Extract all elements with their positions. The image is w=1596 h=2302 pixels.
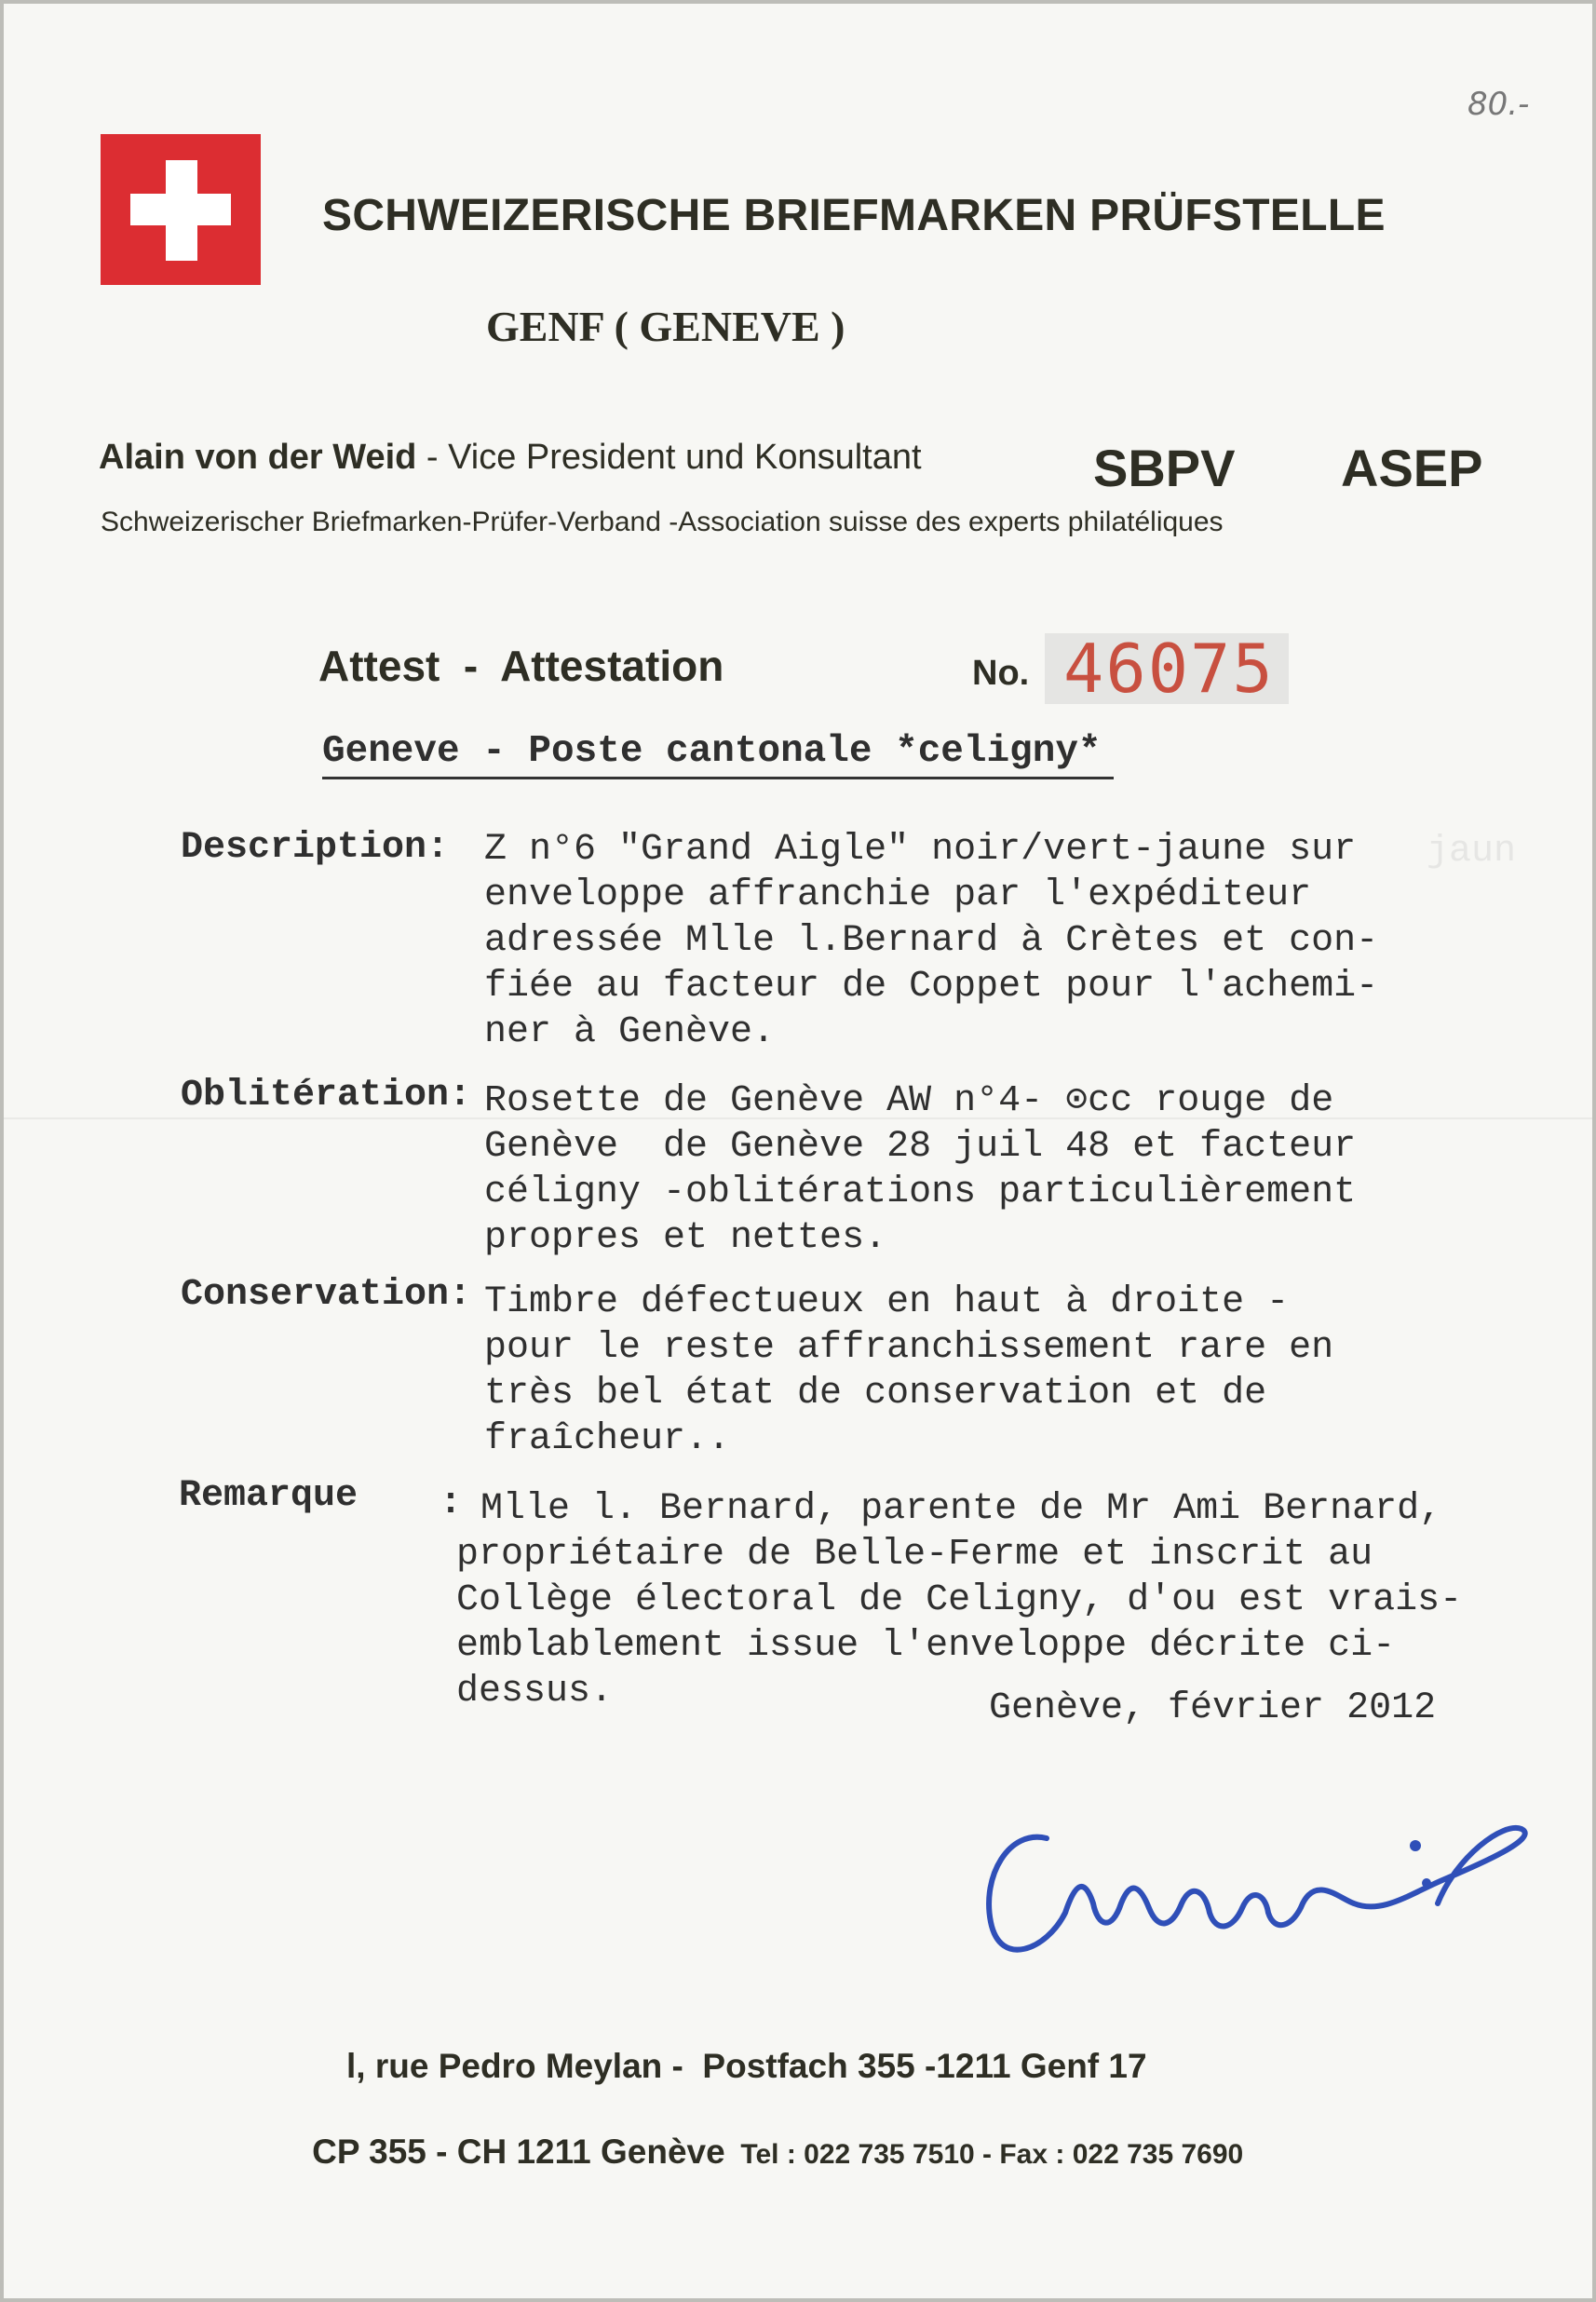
footer-cp: CP 355 - CH 1211 Genève [312,2133,725,2171]
certificate-number-label: No. [972,654,1030,693]
office-title: SCHWEIZERISCHE BRIEFMARKEN PRÜFSTELLE [322,191,1386,240]
office-city: GENF ( GENEVE ) [486,303,845,350]
conservation-line: fraîcheur.. [484,1418,731,1460]
certificate-number: 46075 [1063,630,1275,708]
description-line: fiée au facteur de Coppet pour l'achemi- [484,966,1379,1008]
description-line: enveloppe affranchie par l'expéditeur [484,874,1312,916]
obliteration-line: Rosette de Genève AW n°4- ⊙cc rouge de [484,1080,1334,1122]
remarque-line: emblablement issue l'enveloppe décrite ci- [456,1625,1396,1667]
expert-role: - Vice President und Konsultant [416,438,922,477]
description-line: ner à Genève. [484,1011,776,1053]
remarque-line: propriétaire de Belle-Ferme et inscrit au [456,1534,1373,1576]
description-line: Z n°6 "Grand Aigle" noir/vert-jaune sur [484,829,1357,871]
footer-contact [274,2093,1243,2211]
conservation-line: pour le reste affranchissement rare en [484,1327,1334,1369]
flag-cross-horizontal [130,194,231,225]
footer-tel-fax: Tel : 022 735 7510 - Fax : 022 735 7690 [724,2139,1244,2170]
obliteration-line: Genève de Genève 28 juil 48 et facteur [484,1126,1357,1168]
conservation-line: Timbre défectueux en haut à droite - [484,1281,1290,1323]
remarque-line: Collège électoral de Celigny, d'ou est vrais- [456,1579,1463,1621]
signature-icon [972,1717,1549,1997]
subject-underline [322,777,1114,779]
association-abbrev-sbpv: SBPV [1093,439,1236,497]
obliteration-line: propres et nettes. [484,1217,887,1259]
association-abbrev-asep: ASEP [1341,439,1483,497]
remarque-line: Mlle l. Bernard, parente de Mr Ami Bernard, [480,1488,1442,1530]
remarque-label: Remarque [179,1475,358,1517]
swiss-flag-logo [101,134,261,285]
description-line: adressée Mlle l.Bernard à Crètes et con- [484,920,1379,962]
description-text [484,827,1378,1055]
obliteration-text [484,1078,1356,1261]
expert-name: Alain von der Weid [99,438,417,477]
place-and-date: Genève, février 2012 [989,1687,1437,1729]
handwritten-price-note: 80.- [1468,86,1530,123]
conservation-label: Conservation: [181,1274,472,1316]
description-label: Description: [181,827,450,869]
remarque-text [456,1486,1462,1714]
conservation-text [484,1280,1333,1462]
remarque-line: dessus. [456,1671,614,1713]
footer-address: l, rue Pedro Meylan - Postfach 355 -1211 Genf 17 [346,2047,1147,2085]
obliteration-label: Oblitération: [181,1075,472,1117]
remarque-colon: : [440,1483,463,1524]
certificate-subject: Geneve - Poste cantonale *celigny* [322,730,1102,773]
expert-line [99,438,922,478]
conservation-line: très bel état de conservation et de [484,1373,1267,1415]
obliteration-line: céligny -oblitérations particulièrement [484,1171,1357,1213]
certificate-type: Attest - Attestation [318,642,724,690]
show-through-text: jaun [1427,831,1517,873]
association-full-name: Schweizerischer Briefmarken-Prüfer-Verband -Association suisse des experts philatéliques [101,507,1224,537]
